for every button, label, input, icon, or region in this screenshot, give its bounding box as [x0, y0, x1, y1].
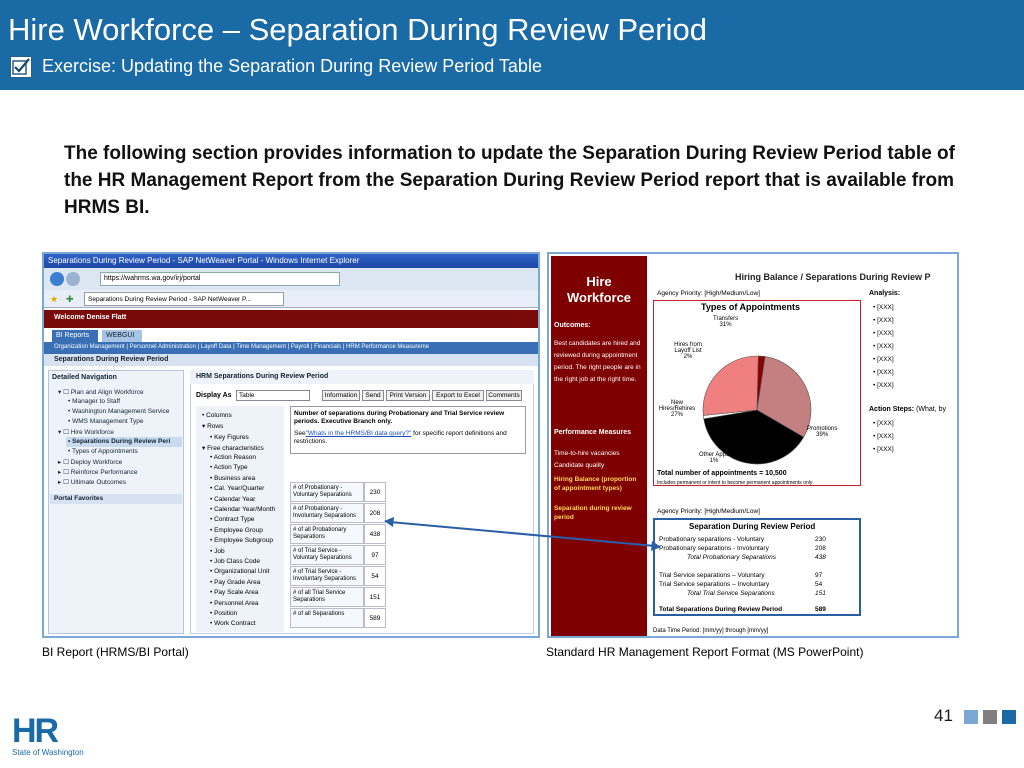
analysis-item: • [XXX] [873, 317, 894, 324]
analysis-item: • [XXX] [873, 304, 894, 311]
pie-title: Types of Appointments [701, 302, 800, 312]
back-icon[interactable] [50, 272, 64, 286]
nav-tree-item-manager[interactable]: • Manager to Staff [68, 398, 121, 405]
action-item: • [XXX] [873, 433, 894, 440]
nav-tree-item-separations[interactable]: • Separations During Review Peri [68, 438, 171, 445]
see-prefix: See [294, 430, 306, 437]
separation-row-value: 208 [815, 545, 826, 552]
total-appointments-note: Includes permanent or intent to become permanent appointments only [657, 480, 813, 486]
detailed-nav-title: Detailed Navigation [52, 374, 117, 381]
send-button[interactable]: Send [362, 390, 384, 401]
total-appointments: Total number of appointments = 10,500 [657, 470, 787, 477]
table-row-value: 54 [364, 566, 386, 586]
perf-item-quality: Candidate quality [554, 462, 605, 469]
table-row-label: # of all Trial Service Separations [290, 587, 364, 607]
table-row-label: # of Probationary - Involuntary Separations [290, 503, 364, 523]
nav-tree-item-reinforce[interactable]: ▸ ☐ Reinforce Performance [58, 469, 138, 476]
separation-row-label: Total Probationary Separations [687, 554, 777, 561]
data-query-link[interactable]: "Whats in the HRMS/BI data query?" [305, 430, 412, 437]
checkbox-icon [10, 56, 32, 78]
footer-square-1 [964, 710, 978, 724]
table-row-label: # of Trial Service - Involuntary Separations [290, 566, 364, 586]
display-as-label: Display As [196, 392, 232, 399]
field-key-figures[interactable]: • Key Figures [210, 434, 249, 441]
pie-label-other: Other Apps 1% [699, 452, 730, 464]
pie-slice [703, 356, 758, 415]
separation-row-label: Probationary separations - Involuntary [659, 545, 769, 552]
field-item[interactable]: • Business area [210, 474, 256, 482]
separation-row-label: Trial Service separations – Voluntary [659, 572, 765, 579]
field-item[interactable]: • Pay Grade Area [210, 578, 261, 586]
field-item[interactable]: • Position [210, 610, 238, 617]
field-item[interactable]: • Employee Group [210, 526, 263, 534]
perf-item-hiring-balance: Hiring Balance (proportion of appointment types) [554, 476, 637, 492]
performance-heading: Performance Measures [554, 429, 632, 436]
separation-row-value: 54 [815, 581, 823, 588]
analysis-heading: Analysis: [869, 290, 901, 297]
field-item[interactable]: • Action Reason [210, 454, 256, 461]
field-item[interactable]: • Calendar Year [210, 495, 256, 503]
separation-row-value: 589 [815, 606, 826, 613]
nav-tree-item-ultimate[interactable]: ▸ ☐ Ultimate Outcomes [58, 479, 126, 486]
separation-row-value: 97 [815, 572, 823, 579]
portal-favorites[interactable]: Portal Favorites [54, 495, 104, 502]
report-side-title: Hire Workforce [566, 274, 632, 305]
analysis-item: • [XXX] [873, 356, 894, 363]
data-time-period: Data Time Period: [mm/yy] through [mm/yy] [653, 628, 769, 634]
display-as-select[interactable]: Table [236, 390, 310, 401]
nav-tree-item-plan[interactable]: ▾ ☐ Plan and Align Workforce [58, 389, 144, 396]
pie-label-promotions: Promotions 39% [807, 426, 838, 438]
nav-tree-item-wms[interactable]: • Washington Management Service [68, 408, 170, 415]
hr-logo-sub: State of Washington [12, 748, 84, 757]
action-steps [869, 406, 946, 413]
field-item[interactable]: • Contract Type [210, 516, 255, 524]
analysis-item: • [XXX] [873, 343, 894, 350]
pie-label-layoff: Hires from Layoff List 2% [674, 342, 702, 360]
separation-table-title: Separation During Review Period [689, 522, 816, 531]
slide-header [0, 0, 1024, 90]
field-item[interactable]: • Job [210, 547, 225, 555]
field-columns[interactable]: • Columns [202, 412, 232, 419]
separation-row-value: 151 [815, 590, 826, 597]
slide-subtitle: Exercise: Updating the Separation During Review Period Table [42, 56, 542, 76]
field-item[interactable]: • Cal. Year/Quarter [210, 485, 265, 493]
separation-row-label: Trial Service separations – Involuntary [659, 581, 770, 588]
action-item: • [XXX] [873, 446, 894, 453]
table-row-label: # of Probationary - Voluntary Separations [290, 482, 364, 502]
slide-title: Hire Workforce – Separation During Review Period [8, 12, 707, 47]
separation-row-label: Total Separations During Review Period [659, 606, 783, 613]
field-item[interactable]: • Calendar Year/Month [210, 506, 276, 513]
see-suffix: for specific report definitions and restrictions. [294, 430, 507, 445]
information-button[interactable]: Information [322, 390, 360, 401]
analysis-item: • [XXX] [873, 330, 894, 337]
export-excel-button[interactable]: Export to Excel [432, 390, 484, 401]
hr-management-report [547, 252, 959, 638]
report-description-box [290, 406, 526, 454]
tab-bi-reports[interactable]: BI Reports [52, 330, 98, 342]
welcome-text: Welcome Denise Flatt [54, 314, 127, 321]
table-row-value: 151 [364, 587, 386, 607]
bi-report-screenshot [42, 252, 540, 638]
outcomes-heading: Outcomes: [554, 322, 591, 329]
table-row-label: # of all Probationary Separations [290, 524, 364, 544]
print-version-button[interactable]: Print Version [386, 390, 430, 401]
page-number: 41 [934, 706, 953, 725]
field-item[interactable]: • Pay Scale Area [210, 589, 259, 597]
field-item[interactable]: • Job Class Code [210, 558, 260, 565]
table-row-label: # of Trial Service - Voluntary Separations [290, 545, 364, 565]
field-item[interactable]: • Employee Subgroup [210, 537, 273, 545]
agency-priority: Agency Priority: [High/Medium/Low] [657, 290, 760, 297]
comments-button[interactable]: Comments [486, 390, 522, 401]
hr-logo: HR [12, 712, 58, 750]
table-row-value: 208 [364, 503, 386, 523]
action-tail: (What, by [916, 406, 947, 413]
table-row-value: 230 [364, 482, 386, 502]
perf-item-time: Time-to-hire vacancies [554, 450, 620, 457]
table-row-label: # of all Separations [290, 608, 364, 628]
connector-arrow [380, 510, 670, 560]
perf-item-separation: Separation during review period [554, 505, 632, 521]
forward-icon[interactable] [66, 272, 80, 286]
tab-webgui[interactable]: WEBGUI [102, 330, 142, 342]
table-row-value: 438 [364, 524, 386, 544]
nav-tree-item-hire[interactable]: ▾ ☐ Hire Workforce [58, 429, 114, 436]
separation-row-label: Total Trial Service Separations [687, 590, 775, 597]
pie-label-new-hires: New Hires/Rehires 27% [658, 400, 696, 418]
field-item[interactable]: • Organizational Unit [210, 568, 270, 576]
intro-paragraph: The following section provides information to update the Separation During Review Period table of the HR Management Report from the Separation During Review Period report that is available from HRMS BI. [64, 143, 955, 218]
pie-chart [653, 300, 861, 486]
caption-left: BI Report (HRMS/BI Portal) [42, 645, 189, 659]
action-item: • [XXX] [873, 420, 894, 427]
field-item[interactable]: • Personnel Area [210, 599, 259, 607]
page-title: Separations During Review Period [54, 356, 169, 363]
report-title: HRM Separations During Review Period [196, 373, 329, 380]
table-row-value: 97 [364, 545, 386, 565]
separation-table-box [653, 518, 861, 616]
caption-right: Standard HR Management Report Format (MS PowerPoint) [546, 645, 864, 659]
footer-square-2 [983, 710, 997, 724]
address-field[interactable]: https://wahrms.wa.gov/irj/portal [100, 272, 340, 286]
window-title: Separations During Review Period - SAP NetWeaver Portal - Windows Internet Explorer [48, 256, 360, 265]
field-rows[interactable]: ▾ Rows [202, 423, 224, 430]
table-row-value: 589 [364, 608, 386, 628]
agency-priority-2: Agency Priority: [High/Medium/Low] [657, 508, 760, 515]
add-favorite-icon[interactable]: ✚ [66, 294, 74, 304]
field-free-characteristics[interactable]: ▾ Free characteristics [202, 445, 264, 452]
separation-row-label: Probationary separations - Voluntary [659, 536, 765, 543]
browser-tab[interactable]: Separations During Review Period - SAP NetWeaver P... [84, 292, 284, 306]
separation-row-value: 230 [815, 536, 826, 543]
footer-square-3 [1002, 710, 1016, 724]
report-description: Number of separations during Probationary and Trial Service review periods. Executive Branch only. [294, 410, 505, 425]
pie-label-transfers: Transfers 31% [713, 316, 739, 328]
field-item[interactable]: • Work Contract [210, 620, 256, 628]
analysis-item: • [XXX] [873, 382, 894, 389]
nav-tree-item-wms-type[interactable]: • WMS Management Type [68, 418, 144, 425]
action-heading: Action Steps: [869, 406, 915, 413]
nav-links[interactable]: Organization Management | Personnel Administration | Layoff Data | Time Management | Payroll | Financials | HRM Performance Measureme [54, 344, 430, 350]
nav-tree-item-appointments[interactable]: • Types of Appointments [68, 448, 138, 455]
report-sidebar [551, 256, 647, 636]
outcomes-text: Best candidates are hired and reviewed during appointment period. The right people are in the right job at the right time. [554, 340, 641, 383]
see-note [294, 430, 522, 446]
field-item[interactable]: • Action Type [210, 464, 248, 472]
analysis-item: • [XXX] [873, 369, 894, 376]
favorites-star-icon[interactable]: ★ [50, 294, 59, 304]
nav-tree-item-deploy[interactable]: ▸ ☐ Deploy Workforce [58, 459, 123, 466]
separation-row-value: 438 [815, 554, 826, 561]
report-main-title: Hiring Balance / Separations During Review P [735, 272, 931, 282]
